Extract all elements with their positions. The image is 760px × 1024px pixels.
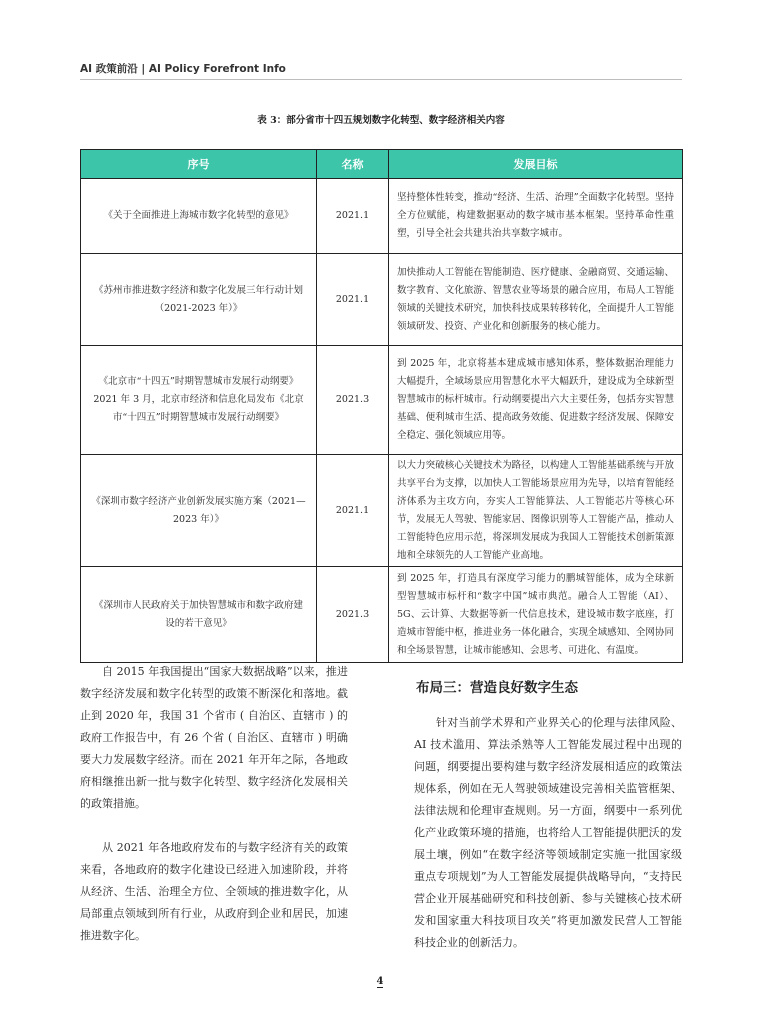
table-row: [81, 455, 683, 567]
policy-goal-cell: 加快推动人工智能在智能制造、医疗健康、金融商贸、交通运输、数字教育、文化旅游、智慧农业等场景的融合应用，布局人工智能领域的关键技术研究，加快科技成果转移转化，全面提升人工智能领域研发、投资、产业化和创新服务的核心能力。: [389, 254, 683, 346]
policy-goal-cell: 以大力突破核心关键技术为路径，以构建人工智能基础系统与开放共享平台为支撑，以加快人工智能场景应用为先导，以培育智能经济体系为主攻方向，夯实人工智能算法、人工智能芯片等核心环节，发展无人驾驶、智能家居、图像识别等人工智能产品，推动人工智能特色应用示范，将深圳发展成为我国人工智能技术创新策源地和全球领先的人工智能产业高地。: [389, 455, 683, 567]
policy-goal-cell: 坚持整体性转变，推动“经济、生活、治理”全面数字化转型。坚持全方位赋能，构建数据驱动的数字城市基本框架。坚持革命性重塑，引导全社会共建共治共享数字城市。: [389, 179, 683, 254]
body-paragraph: 从 2021 年各地政府发布的与数字经济有关的政策来看，各地政府的数字化建设已经进入加速阶段，并将从经济、生活、治理全方位、全领域的推进数字化，从局部重点领域到所有行业，从政府到企业和居民，加速推进数字化。: [80, 841, 348, 942]
right-column: [414, 712, 682, 954]
column-header-index: 序号: [81, 150, 317, 179]
page-number-value: 4: [376, 976, 384, 987]
column-header-goal: 发展目标: [389, 150, 683, 179]
policy-name-cell: 《关于全面推进上海城市数字化转型的意见》: [81, 179, 317, 254]
table-row: [81, 254, 683, 346]
page-header: AI 政策前沿 | AI Policy Forefront Info: [80, 63, 286, 75]
policy-name-cell: 《苏州市推进数字经济和数字化发展三年行动计划（2021-2023 年）》: [81, 254, 317, 346]
policy-name-cell: 《北京市“十四五”时期智慧城市发展行动纲要》2021 年 3 月，北京市经济和信息化局发布《北京市“十四五”时期智慧城市发展行动纲要》: [81, 346, 317, 455]
policy-name-cell: 《深圳市数字经济产业创新发展实施方案（2021—2023 年）》: [81, 455, 317, 567]
table-row: [81, 346, 683, 455]
table-row: [81, 179, 683, 254]
policy-name-cell: 《深圳市人民政府关于加快智慧城市和数字政府建设的若干意见》: [81, 567, 317, 663]
policy-date-cell: 2021.1: [317, 179, 389, 254]
table-caption: 表 3：部分省市十四五规划数字化转型、数字经济相关内容: [257, 115, 505, 126]
table-header-row: [81, 150, 683, 179]
section-title: 布局三：营造良好数字生态: [416, 680, 578, 696]
body-paragraph: 针对当前学术界和产业界关心的伦理与法律风险、AI 技术滥用、算法杀熟等人工智能发展过程中出现的问题，纲要提出要构建与数字经济发展相适应的政策法规体系，例如在无人驾驶领域建设完善相关监管框架、法律法规和伦理审查规则。另一方面，纲要中一系列优化产业政策环境的措施，也将给人工智能提供肥沃的发展土壤，例如“在数字经济等领域制定实施一批国家级重点专项规划”为人工智能发展提供战略导向，“支持民营企业开展基础研究和科技创新、参与关键核心技术研发和国家重大科技项目攻关”将更加激发民营人工智能科技企业的创新活力。: [414, 716, 682, 949]
policy-date-cell: 2021.1: [317, 254, 389, 346]
policy-goal-cell: 到 2025 年，北京将基本建成城市感知体系，整体数据治理能力大幅提升，全域场景应用智慧化水平大幅跃升，建设成为全球新型智慧城市的标杆城市。行动纲要提出六大主要任务，包括夯实智慧基础、便利城市生活、提高政务效能、促进数字经济发展、保障安全稳定、强化领域应用等。: [389, 346, 683, 455]
policy-date-cell: 2021.3: [317, 567, 389, 663]
body-paragraph: 自 2015 年我国提出“国家大数据战略”以来，推进数字经济发展和数字化转型的政策不断深化和落地。截止到 2020 年，我国 31 个省市 ( 自治区、直辖市 ) 的政府工作报告中，有 26 个省 ( 自治区、直辖市 ) 明确要大力发展数字经济。而在 2021 年开年之际，各地政府相继推出新一批与数字化转型、数字经济化发展相关的政策措施。: [80, 665, 348, 810]
column-header-name: 名称: [317, 150, 389, 179]
header-divider: [80, 79, 682, 80]
policy-goal-cell: 到 2025 年，打造具有深度学习能力的鹏城智能体，成为全球新型智慧城市标杆和“数字中国”城市典范。融合人工智能（AI）、5G、云计算、大数据等新一代信息技术，建设城市数字底座，打造城市智能中枢，推进业务一体化融合，实现全域感知、全网协同和全场景智慧，让城市能感知、会思考、可进化、有温度。: [389, 567, 683, 663]
policy-date-cell: 2021.1: [317, 455, 389, 567]
policy-date-cell: 2021.3: [317, 346, 389, 455]
table-row: [81, 567, 683, 663]
page-number: [0, 976, 760, 987]
left-column: [80, 661, 348, 947]
policy-table: [80, 149, 683, 663]
